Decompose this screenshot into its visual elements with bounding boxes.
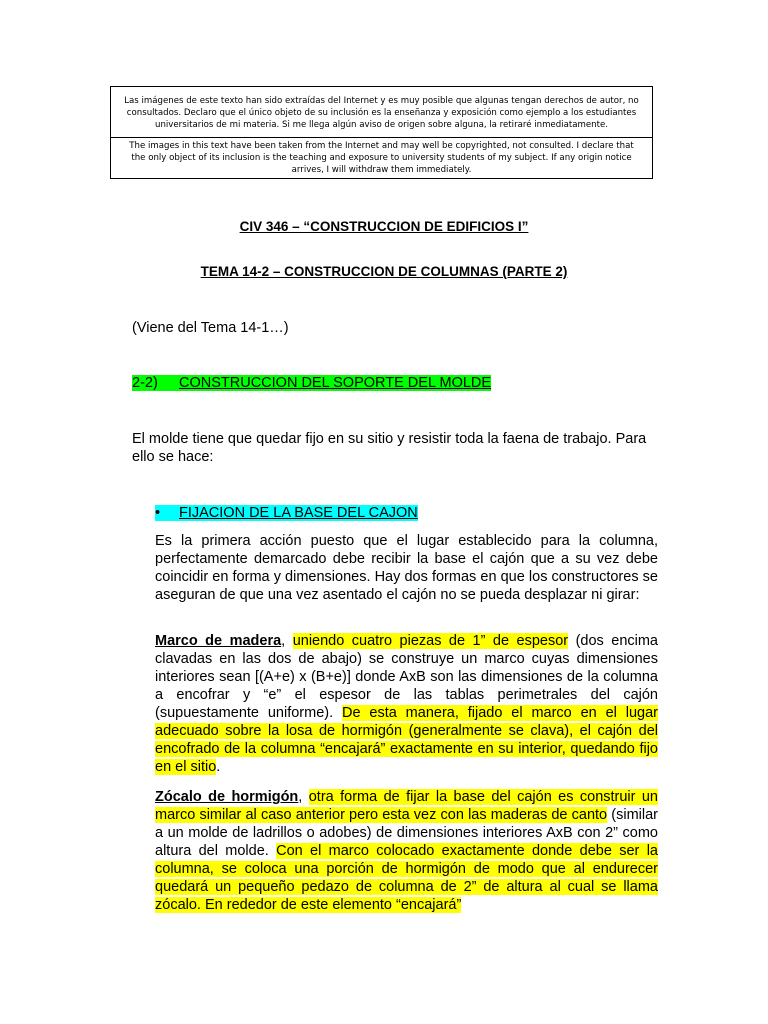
disclaimer-english: The images in this text have been taken from the Internet and may well be copyrighted, not consulted. I declare that the only object of its inclusion is the teaching and exposure to university students of my subject. If any origin notice arrives, I will withdraw them immediately. [111,137,652,178]
comma: , [298,789,303,805]
highlight-marco-2: De esta manera, fijado el marco en el lugar adecuado sobre la losa de hormigón (generalmente se clava), el cajón del encofrado de la columna “encajará” exactamente en su interior, quedando fijo en el sitio [155,705,658,775]
continuation-note: (Viene del Tema 14-1…) [132,320,289,336]
highlight-marco-1: uniendo cuatro piezas de 1” de espesor [292,633,569,649]
bullet-heading [155,504,418,522]
period: . [216,759,221,775]
copyright-disclaimer-box [110,86,653,179]
intro-paragraph: El molde tiene que quedar fijo en su sitio y resistir toda la faena de trabajo. Para ello se hace: [132,431,647,465]
course-title: CIV 346 – “CONSTRUCCION DE EDIFICIOS I” [239,219,529,234]
zocalo-plain-text: (similar a un molde de ladrillos o adobes) de dimensiones interiores AxB con 2” como altura del molde. [155,807,659,859]
paragraph-first-action: Es la primera acción puesto que el lugar establecido para la columna, perfectamente demarcado debe recibir la base el cajón que a su vez debe coincidir en forma y dimensiones. Hay dos formas en que los constructores se aseguran de que una vez asentado el cajón no se pueda desplazar ni girar: [155,533,658,603]
section-number: 2-2) [132,375,158,391]
term-zocalo-de-hormigon: Zócalo de hormigón [155,789,299,805]
section-title: CONSTRUCCION DEL SOPORTE DEL MOLDE [179,375,492,391]
paragraph-zocalo-de-hormigon [155,788,658,914]
section-heading [132,374,491,392]
topic-title: TEMA 14-2 – CONSTRUCCION DE COLUMNAS (PARTE 2) [200,264,568,279]
term-marco-de-madera: Marco de madera [155,633,282,649]
highlight-zocalo-1: otra forma de fijar la base del cajón es construir un marco similar al caso anterior pero esta vez con las maderas de canto [155,789,659,823]
comma: , [281,633,286,649]
marco-plain-text: (dos encima clavadas en las dos de abajo) se construye un marco cuyas dimensiones interiores sean [(A+e) x (B+e)] donde AxB son las dimensiones de la columna a encofrar y “e” el espesor de las tablas perimetrales del cajón (supuestamente uniforme). [155,633,658,721]
disclaimer-spanish: Las imágenes de este texto han sido extraídas del Internet y es muy posible que algunas tengan derechos de autor, no consultados. Declaro que el único objeto de su inclusión es la enseñanza y exposición como ejemplo a los estudiantes universitarios de mi materia. Si me llega algún aviso de origen sobre alguna, la retiraré inmediatamente. [124,96,639,130]
bullet-icon: • [155,505,161,521]
paragraph-marco-de-madera [155,632,658,776]
highlight-zocalo-2: Con el marco colocado exactamente donde debe ser la columna, se coloca una porción de hormigón de modo que al endurecer quedará un pequeño pedazo de columna de 2” de altura al cual se llama zócalo. En rededor de este elemento “encajará” [155,843,658,913]
bullet-title: FIJACION DE LA BASE DEL CAJON [179,505,418,521]
